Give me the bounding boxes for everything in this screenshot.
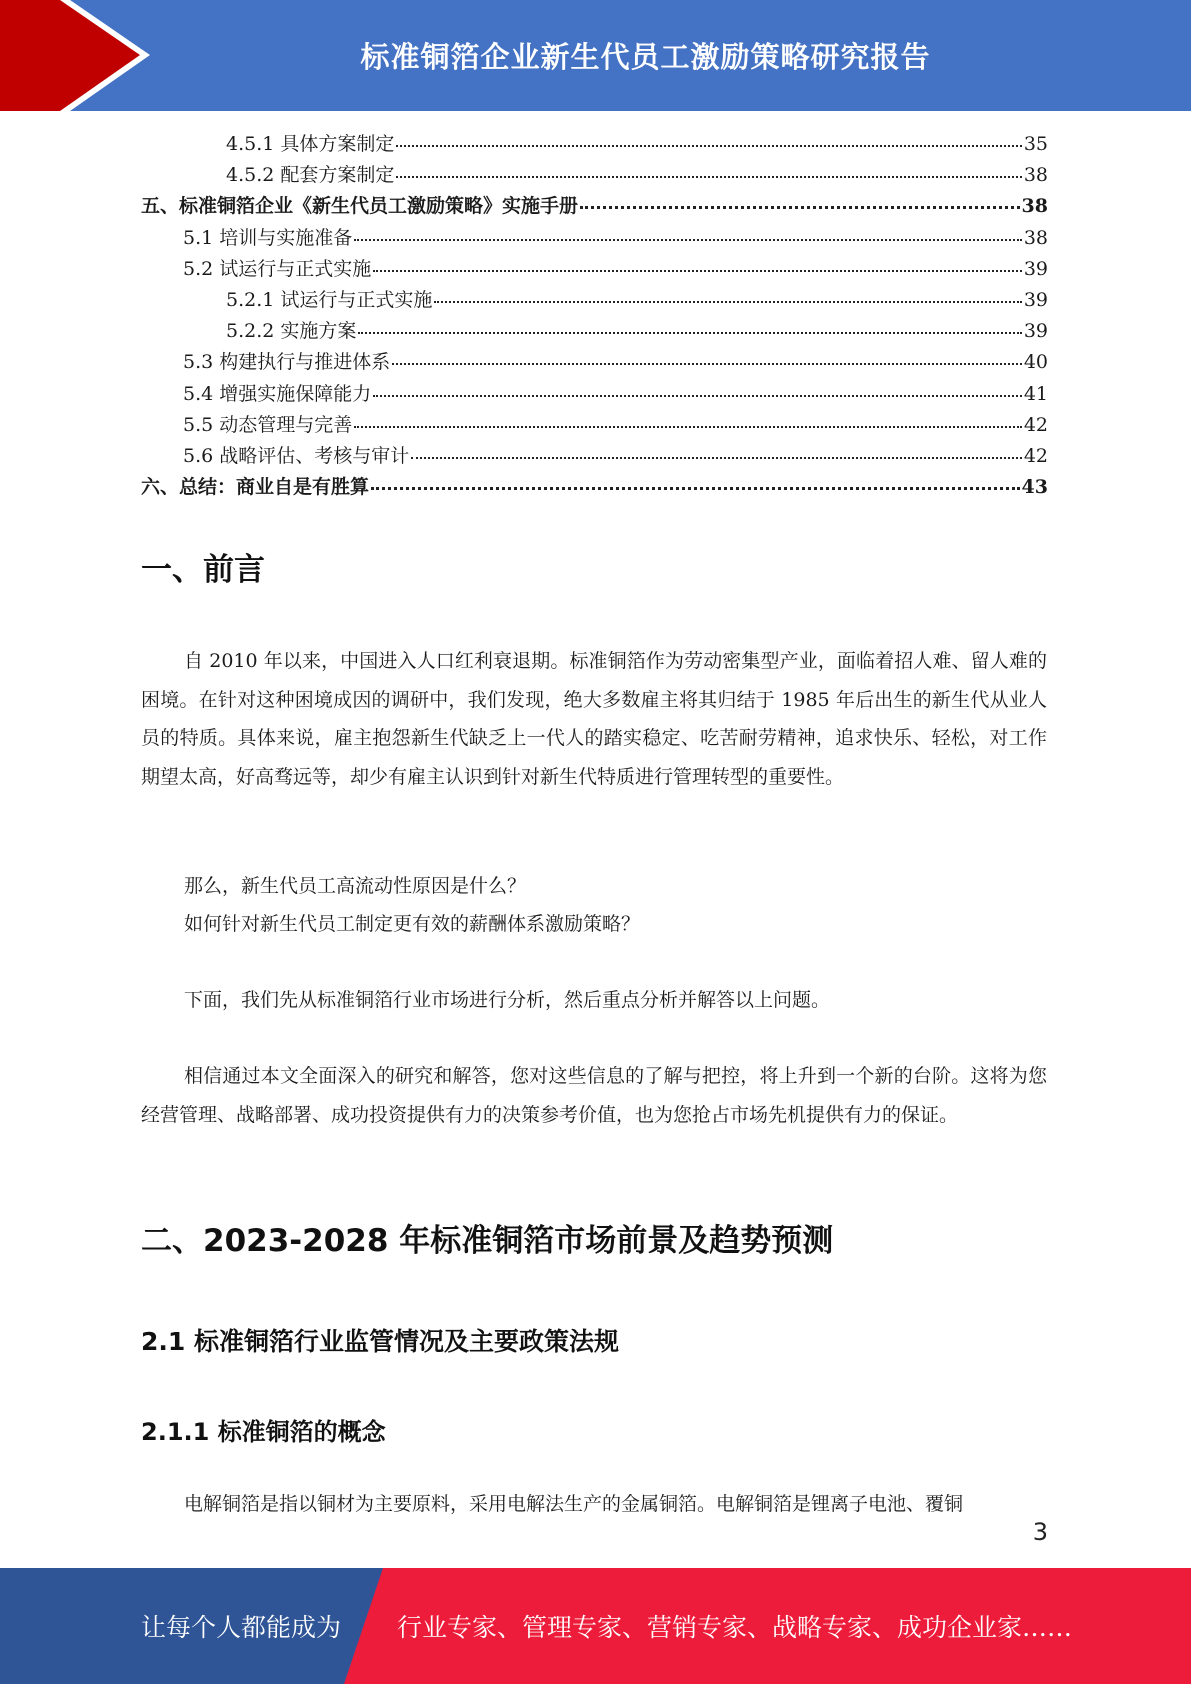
toc-entry-page: 38 (1023, 164, 1048, 187)
paragraph: 相信通过本文全面深入的研究和解答，您对这些信息的了解与把控，将上升到一个新的台阶。这将为您经营管理、战略部署、成功投资提供有力的决策参考价值，也为您抢占市场先机提供有力的保证。 (141, 1065, 1047, 1126)
toc-dot-leader (434, 301, 1021, 303)
toc-entry[interactable] (141, 472, 1048, 503)
subsection-heading: 2.1 标准铜箔行业监管情况及主要政策法规 (141, 1327, 619, 1356)
toc-dot-leader (396, 145, 1021, 147)
toc-entry[interactable] (141, 254, 1048, 285)
toc-dot-leader (354, 426, 1022, 428)
toc-entry-label: 5.2.1 试运行与正式实施 (226, 288, 433, 311)
toc-dot-leader (371, 487, 1020, 490)
toc-entry[interactable] (141, 347, 1048, 378)
toc-dot-leader (358, 332, 1021, 334)
toc-entry-page: 40 (1023, 351, 1048, 374)
toc-entry[interactable] (141, 316, 1048, 347)
toc-entry-label: 5.4 增强实施保障能力 (183, 382, 372, 405)
paragraph: 下面，我们先从标准铜箔行业市场进行分析，然后重点分析并解答以上问题。 (184, 989, 831, 1011)
toc-entry-label: 4.5.1 具体方案制定 (226, 133, 395, 155)
toc-entry-label: 六、总结：商业自是有胜算 (141, 476, 370, 499)
toc-entry[interactable] (141, 160, 1048, 191)
toc-entry-label: 4.5.2 配套方案制定 (226, 164, 395, 187)
toc-entry[interactable] (141, 285, 1048, 316)
paragraph: 电解铜箔是指以铜材为主要原料，采用电解法生产的金属铜箔。电解铜箔是锂离子电池、覆铜 (184, 1493, 964, 1515)
toc-dot-leader (373, 270, 1022, 272)
footer-slogan-right: 行业专家、管理专家、营销专家、战略专家、成功企业家…… (397, 1613, 1073, 1642)
header-banner (0, 0, 1191, 111)
toc-entry-label: 5.6 战略评估、考核与审计 (183, 444, 410, 467)
toc-entry-page: 41 (1023, 382, 1048, 405)
toc-entry-label: 5.3 构建执行与推进体系 (183, 351, 391, 374)
toc-entry[interactable] (141, 441, 1048, 472)
toc-entry-page: 38 (1023, 226, 1048, 249)
paragraph: 自 2010 年以来，中国进入人口红利衰退期。标准铜箔作为劳动密集型产业，面临着招人难、留人难的困境。在针对这种困境成因的调研中，我们发现，绝大多数雇主将其归结于 1985 年后出生的新生代从业人员的特质。具体来说，雇主抱怨新生代缺乏上一代人的踏实稳定、吃苦耐劳精神，追求快乐、轻松，对工作期望太高，好高骛远等，却少有雇主认识到针对新生代特质进行管理转型的重要性。 (141, 650, 1047, 788)
report-title: 标准铜箔企业新生代员工激励策略研究报告 (360, 40, 931, 74)
paragraph-question-1: 那么，新生代员工高流动性原因是什么？ (184, 875, 527, 897)
toc-entry-page: 43 (1021, 476, 1048, 499)
toc-entry-label: 5.2.2 实施方案 (226, 320, 357, 343)
toc-dot-leader (354, 239, 1022, 241)
toc-entry-page: 42 (1023, 413, 1048, 436)
toc-entry-page: 39 (1023, 257, 1048, 280)
toc-entry-page: 39 (1023, 288, 1048, 311)
toc-entry[interactable] (141, 379, 1048, 410)
toc-entry-label: 5.5 动态管理与完善 (183, 413, 353, 436)
toc-entry-label: 5.1 培训与实施准备 (183, 226, 353, 249)
toc-entry[interactable] (141, 191, 1048, 222)
footer-banner (0, 1568, 1191, 1684)
section-heading-preface: 一、前言 (141, 552, 265, 588)
toc-dot-leader (396, 176, 1021, 178)
table-of-contents (141, 129, 1048, 503)
toc-entry-page: 39 (1023, 320, 1048, 343)
section-heading-market-forecast: 二、2023-2028 年标准铜箔市场前景及趋势预测 (141, 1223, 834, 1259)
toc-entry[interactable] (141, 223, 1048, 254)
toc-entry-label: 5.2 试运行与正式实施 (183, 257, 372, 280)
toc-entry[interactable] (141, 129, 1048, 160)
footer-slogan-left: 让每个人都能成为 (141, 1613, 342, 1642)
toc-entry[interactable] (141, 410, 1048, 441)
paragraph-question-2: 如何针对新生代员工制定更有效的薪酬体系激励策略？ (184, 913, 641, 935)
toc-dot-leader (580, 206, 1020, 209)
page-number: 3 (1032, 1518, 1048, 1546)
subsubsection-heading: 2.1.1 标准铜箔的概念 (141, 1418, 386, 1446)
toc-entry-label: 五、标准铜箔企业《新生代员工激励策略》实施手册 (141, 195, 579, 218)
toc-entry-page: 38 (1021, 195, 1048, 218)
toc-dot-leader (392, 363, 1022, 365)
toc-dot-leader (411, 457, 1022, 459)
toc-entry-page: 42 (1023, 444, 1048, 467)
toc-entry-page: 35 (1023, 133, 1048, 155)
toc-dot-leader (373, 395, 1022, 397)
